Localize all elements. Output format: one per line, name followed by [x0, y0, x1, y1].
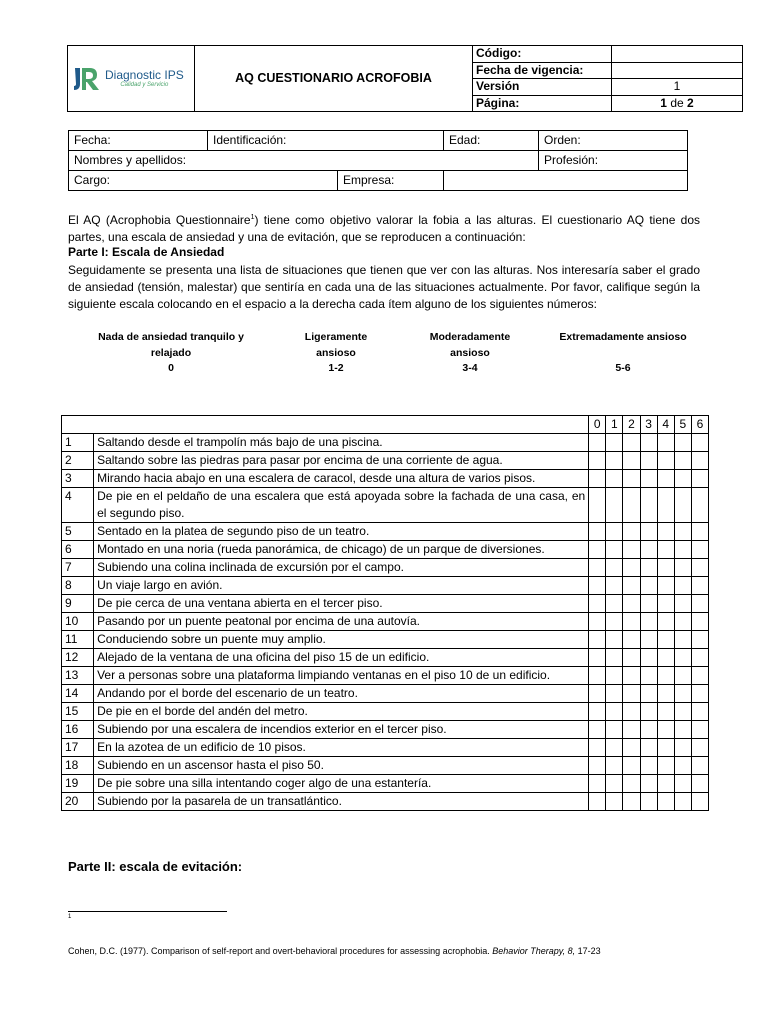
score-cell[interactable] [657, 559, 674, 577]
score-cell[interactable] [674, 541, 691, 559]
profesion-field[interactable]: Profesión: [539, 151, 688, 171]
scale-value: 0 [168, 362, 174, 374]
table-row [62, 793, 709, 811]
score-cell[interactable] [606, 577, 623, 595]
score-cell[interactable] [589, 703, 606, 721]
item-number: 19 [62, 775, 94, 793]
score-cell[interactable] [623, 703, 640, 721]
score-cell[interactable] [657, 721, 674, 739]
scale-label: Moderadamente [429, 331, 511, 343]
score-cell[interactable] [623, 739, 640, 757]
score-cell[interactable] [606, 595, 623, 613]
score-cell[interactable] [606, 559, 623, 577]
items-body [62, 434, 709, 811]
score-cell[interactable] [657, 470, 674, 488]
empresa-continuation [444, 171, 688, 191]
item-number: 9 [62, 595, 94, 613]
score-cell[interactable] [657, 703, 674, 721]
table-row [62, 488, 709, 523]
score-cell[interactable] [640, 577, 657, 595]
cargo-empresa-row [69, 171, 444, 191]
score-cell[interactable] [657, 739, 674, 757]
scale-label: Ligeramente [304, 331, 368, 343]
score-cell[interactable] [691, 595, 708, 613]
score-cell[interactable] [674, 577, 691, 595]
score-cell[interactable] [606, 649, 623, 667]
score-cell[interactable] [640, 739, 657, 757]
footnote-mark: 1 [68, 914, 72, 920]
reference-text: Cohen, D.C. (1977). Comparison of self-report and overt-behavioral procedures for assessing acrophobia. [68, 946, 493, 956]
table-row [62, 631, 709, 649]
table-row [62, 649, 709, 667]
header-blank-cell [62, 416, 589, 434]
score-cell[interactable] [640, 452, 657, 470]
score-cell[interactable] [657, 595, 674, 613]
score-header: 2 [623, 416, 640, 434]
score-cell[interactable] [640, 541, 657, 559]
table-row [62, 775, 709, 793]
score-cell[interactable] [623, 434, 640, 452]
pagina-de: de [670, 95, 684, 110]
pagina-current: 1 [660, 95, 667, 110]
score-cell[interactable] [640, 434, 657, 452]
item-number: 12 [62, 649, 94, 667]
item-text: Montado en una noria (rueda panorámica, de chicago) de un parque de diversiones. [94, 541, 589, 559]
item-text: De pie en el peldaño de una escalera que está apoyada sobre la fachada de una casa, en el segundo piso. [94, 488, 589, 523]
footnote-rule [68, 911, 227, 912]
item-text: Conduciendo sobre un puente muy amplio. [94, 631, 589, 649]
scale-value: 3-4 [462, 362, 478, 374]
table-row [62, 667, 709, 685]
score-cell[interactable] [589, 434, 606, 452]
item-number: 5 [62, 523, 94, 541]
table-row [62, 541, 709, 559]
item-text: Saltando desde el trampolín más bajo de una piscina. [94, 434, 589, 452]
score-header-row [62, 416, 709, 434]
score-cell[interactable] [606, 631, 623, 649]
item-number: 3 [62, 470, 94, 488]
score-cell[interactable] [691, 541, 708, 559]
codigo-value [612, 46, 743, 63]
score-cell[interactable] [589, 721, 606, 739]
score-cell[interactable] [623, 577, 640, 595]
table-row [62, 470, 709, 488]
score-cell[interactable] [640, 703, 657, 721]
score-cell[interactable] [606, 452, 623, 470]
score-header: 4 [657, 416, 674, 434]
table-row [62, 452, 709, 470]
scale-label: ansioso [316, 346, 356, 359]
score-cell[interactable] [640, 757, 657, 775]
score-cell[interactable] [691, 559, 708, 577]
score-header: 1 [606, 416, 623, 434]
score-cell[interactable] [674, 721, 691, 739]
score-cell[interactable] [657, 452, 674, 470]
version-label: Versión [473, 79, 612, 96]
version-value: 1 [612, 79, 743, 96]
item-number: 14 [62, 685, 94, 703]
score-cell[interactable] [691, 721, 708, 739]
score-cell[interactable] [589, 559, 606, 577]
score-cell[interactable] [691, 757, 708, 775]
score-cell[interactable] [589, 470, 606, 488]
score-cell[interactable] [589, 757, 606, 775]
score-cell[interactable] [606, 523, 623, 541]
item-text: Subiendo por la pasarela de un transatlántico. [94, 793, 589, 811]
score-cell[interactable] [674, 559, 691, 577]
item-text: Mirando hacia abajo en una escalera de caracol, desde una altura de varios pisos. [94, 470, 589, 488]
logo-brand-text: Diagnostic IPS [105, 67, 184, 82]
score-cell[interactable] [691, 739, 708, 757]
score-cell[interactable] [623, 631, 640, 649]
score-cell[interactable] [691, 488, 708, 523]
item-text: Subiendo en un ascensor hasta el piso 50. [94, 757, 589, 775]
score-cell[interactable] [623, 793, 640, 811]
score-cell[interactable] [674, 595, 691, 613]
score-cell[interactable] [691, 775, 708, 793]
score-cell[interactable] [589, 577, 606, 595]
cargo-field[interactable]: Cargo: [69, 171, 338, 190]
score-cell[interactable] [640, 523, 657, 541]
score-cell[interactable] [657, 685, 674, 703]
score-cell[interactable] [640, 649, 657, 667]
score-cell[interactable] [640, 631, 657, 649]
table-row [62, 595, 709, 613]
score-cell[interactable] [606, 470, 623, 488]
score-header: 0 [589, 416, 606, 434]
item-number: 8 [62, 577, 94, 595]
pagina-value [612, 95, 743, 112]
score-cell[interactable] [691, 452, 708, 470]
score-cell[interactable] [589, 685, 606, 703]
scale-item [548, 330, 698, 376]
score-cell[interactable] [640, 775, 657, 793]
score-cell[interactable] [640, 595, 657, 613]
score-cell[interactable] [589, 452, 606, 470]
anxiety-items-table [61, 415, 709, 811]
score-cell[interactable] [691, 793, 708, 811]
score-cell[interactable] [674, 613, 691, 631]
score-cell[interactable] [623, 685, 640, 703]
table-row [62, 739, 709, 757]
item-number: 20 [62, 793, 94, 811]
score-cell[interactable] [657, 488, 674, 523]
score-cell[interactable] [623, 649, 640, 667]
scale-label: Extremadamente ansioso [559, 331, 687, 343]
item-number: 15 [62, 703, 94, 721]
intro-text-b: ) tiene como objetivo valorar la fobia a las alturas. El cuestionario AQ tiene dos partes, una escala de ansiedad y una de evitación, que se reproducen a continuación: [68, 213, 700, 244]
item-text: Ver a personas sobre una plataforma limpiando ventanas en el piso 10 de un edificio. [94, 667, 589, 685]
score-cell[interactable] [674, 703, 691, 721]
score-cell[interactable] [657, 793, 674, 811]
item-number: 7 [62, 559, 94, 577]
item-text: Saltando sobre las piedras para pasar por encima de una corriente de agua. [94, 452, 589, 470]
score-cell[interactable] [657, 523, 674, 541]
score-cell[interactable] [623, 559, 640, 577]
scale-label: ansioso [450, 346, 490, 359]
score-cell[interactable] [674, 775, 691, 793]
item-text: Pasando por un puente peatonal por encima de una autovía. [94, 613, 589, 631]
score-cell[interactable] [640, 613, 657, 631]
score-cell[interactable] [589, 667, 606, 685]
scale-label [548, 346, 698, 361]
item-number: 18 [62, 757, 94, 775]
score-cell[interactable] [674, 667, 691, 685]
score-cell[interactable] [623, 470, 640, 488]
score-cell[interactable] [589, 541, 606, 559]
score-cell[interactable] [640, 721, 657, 739]
score-cell[interactable] [606, 721, 623, 739]
scale-value: 5-6 [615, 361, 631, 374]
score-cell[interactable] [640, 470, 657, 488]
table-row [62, 434, 709, 452]
score-cell[interactable] [674, 793, 691, 811]
score-cell[interactable] [606, 434, 623, 452]
score-cell[interactable] [623, 595, 640, 613]
score-cell[interactable] [691, 703, 708, 721]
item-text: Subiendo una colina inclinada de excursión por el campo. [94, 559, 589, 577]
document-title: AQ CUESTIONARIO ACROFOBIA [195, 46, 473, 112]
score-cell[interactable] [691, 577, 708, 595]
score-cell[interactable] [691, 667, 708, 685]
logo-mark-icon [72, 66, 102, 92]
pagina-label: Página: [473, 95, 612, 112]
score-cell[interactable] [674, 452, 691, 470]
score-cell[interactable] [606, 613, 623, 631]
score-cell[interactable] [606, 685, 623, 703]
item-text: En la azotea de un edificio de 10 pisos. [94, 739, 589, 757]
score-cell[interactable] [589, 613, 606, 631]
score-cell[interactable] [640, 793, 657, 811]
score-cell[interactable] [691, 523, 708, 541]
score-cell[interactable] [606, 793, 623, 811]
score-cell[interactable] [606, 739, 623, 757]
score-header: 3 [640, 416, 657, 434]
score-cell[interactable] [691, 649, 708, 667]
score-header: 5 [674, 416, 691, 434]
score-cell[interactable] [657, 631, 674, 649]
score-cell[interactable] [657, 775, 674, 793]
part2-heading: Parte II: escala de evitación: [68, 859, 243, 874]
table-row [62, 559, 709, 577]
footnote-reference [68, 946, 601, 956]
item-number: 6 [62, 541, 94, 559]
score-cell[interactable] [691, 434, 708, 452]
score-cell[interactable] [657, 649, 674, 667]
company-logo [68, 66, 194, 92]
part1-instructions: Seguidamente se presenta una lista de situaciones que tienen que ver con las alturas. Nos interesaría saber el grado de ansiedad (tensión, malestar) que sentiría en cada una de las situaciones actualmente. Por favor, califique según la siguiente escala colocando en el espacio a la derecha cada ítem alguno de los siguientes números: [68, 263, 700, 311]
scale-value: 1-2 [328, 362, 344, 374]
table-row [62, 703, 709, 721]
score-cell[interactable] [589, 793, 606, 811]
item-number: 11 [62, 631, 94, 649]
document-header [67, 45, 743, 112]
reference-journal: Behavior Therapy, 8, [492, 946, 576, 956]
intro-paragraph [68, 209, 700, 246]
score-cell[interactable] [623, 757, 640, 775]
score-cell[interactable] [589, 649, 606, 667]
empresa-field[interactable]: Empresa: [343, 173, 395, 187]
item-number: 10 [62, 613, 94, 631]
score-cell[interactable] [674, 434, 691, 452]
scale-label: Nada de ansiedad tranquilo y [98, 331, 244, 343]
score-cell[interactable] [691, 685, 708, 703]
score-cell[interactable] [623, 775, 640, 793]
score-cell[interactable] [674, 739, 691, 757]
item-number: 4 [62, 488, 94, 523]
score-cell[interactable] [606, 488, 623, 523]
score-cell[interactable] [589, 739, 606, 757]
score-cell[interactable] [640, 559, 657, 577]
item-text: Sentado en la platea de segundo piso de un teatro. [94, 523, 589, 541]
score-cell[interactable] [623, 667, 640, 685]
score-cell[interactable] [606, 667, 623, 685]
table-row [62, 613, 709, 631]
score-cell[interactable] [691, 613, 708, 631]
nombres-field[interactable]: Nombres y apellidos: [69, 151, 539, 171]
score-cell[interactable] [674, 523, 691, 541]
score-cell[interactable] [657, 667, 674, 685]
item-text: De pie en el borde del andén del metro. [94, 703, 589, 721]
score-cell[interactable] [589, 775, 606, 793]
scale-item [286, 330, 386, 377]
intro-text-a: El AQ (Acrophobia Questionnaire [68, 213, 251, 227]
item-text: Un viaje largo en avión. [94, 577, 589, 595]
item-number: 13 [62, 667, 94, 685]
score-cell[interactable] [623, 613, 640, 631]
item-text: Andando por el borde del escenario de un teatro. [94, 685, 589, 703]
score-cell[interactable] [674, 631, 691, 649]
score-cell[interactable] [623, 721, 640, 739]
score-header: 6 [691, 416, 708, 434]
score-cell[interactable] [657, 613, 674, 631]
footnote-ref: 1 [250, 214, 255, 221]
score-cell[interactable] [606, 541, 623, 559]
score-cell[interactable] [657, 757, 674, 775]
fecha-field[interactable]: Fecha: [69, 131, 208, 151]
edad-field[interactable]: Edad: [444, 131, 539, 151]
score-cell[interactable] [657, 434, 674, 452]
score-cell[interactable] [640, 488, 657, 523]
score-cell[interactable] [691, 470, 708, 488]
item-number: 17 [62, 739, 94, 757]
score-cell[interactable] [623, 488, 640, 523]
table-row [62, 721, 709, 739]
item-number: 2 [62, 452, 94, 470]
score-cell[interactable] [606, 703, 623, 721]
table-row [62, 577, 709, 595]
score-cell[interactable] [674, 685, 691, 703]
score-cell[interactable] [589, 631, 606, 649]
scale-label: relajado [150, 346, 192, 359]
score-cell[interactable] [589, 488, 606, 523]
cargo-empresa-table [69, 171, 443, 190]
score-cell[interactable] [640, 667, 657, 685]
patient-info-table [68, 130, 688, 191]
score-cell[interactable] [623, 452, 640, 470]
score-cell[interactable] [623, 541, 640, 559]
codigo-label: Código: [473, 46, 612, 63]
score-cell[interactable] [623, 523, 640, 541]
scale-item [86, 330, 256, 377]
score-cell[interactable] [657, 541, 674, 559]
reference-pages: 17-23 [575, 946, 601, 956]
item-text: De pie sobre una silla intentando coger algo de una estantería. [94, 775, 589, 793]
score-cell[interactable] [589, 523, 606, 541]
identificacion-field[interactable]: Identificación: [208, 131, 444, 151]
score-cell[interactable] [589, 595, 606, 613]
item-number: 1 [62, 434, 94, 452]
score-cell[interactable] [674, 470, 691, 488]
item-text: De pie cerca de una ventana abierta en el tercer piso. [94, 595, 589, 613]
orden-field[interactable]: Orden: [539, 131, 688, 151]
score-cell[interactable] [674, 757, 691, 775]
item-text: Alejado de la ventana de una oficina del piso 15 de un edificio. [94, 649, 589, 667]
score-cell[interactable] [674, 488, 691, 523]
part1-heading: Parte I: Escala de Ansiedad [68, 245, 225, 259]
item-text: Subiendo por una escalera de incendios exterior en el tercer piso. [94, 721, 589, 739]
score-cell[interactable] [640, 685, 657, 703]
logo-cell [68, 46, 195, 112]
table-row [62, 757, 709, 775]
pagina-total: 2 [687, 95, 694, 110]
score-cell[interactable] [606, 757, 623, 775]
score-cell[interactable] [606, 775, 623, 793]
score-cell[interactable] [657, 577, 674, 595]
scale-item [415, 330, 525, 377]
table-row [62, 685, 709, 703]
score-cell[interactable] [691, 631, 708, 649]
logo-tagline: Calidad y Servicio [120, 81, 169, 88]
vigencia-value [612, 62, 743, 79]
score-cell[interactable] [674, 649, 691, 667]
table-row [62, 523, 709, 541]
vigencia-label: Fecha de vigencia: [473, 62, 612, 79]
item-number: 16 [62, 721, 94, 739]
